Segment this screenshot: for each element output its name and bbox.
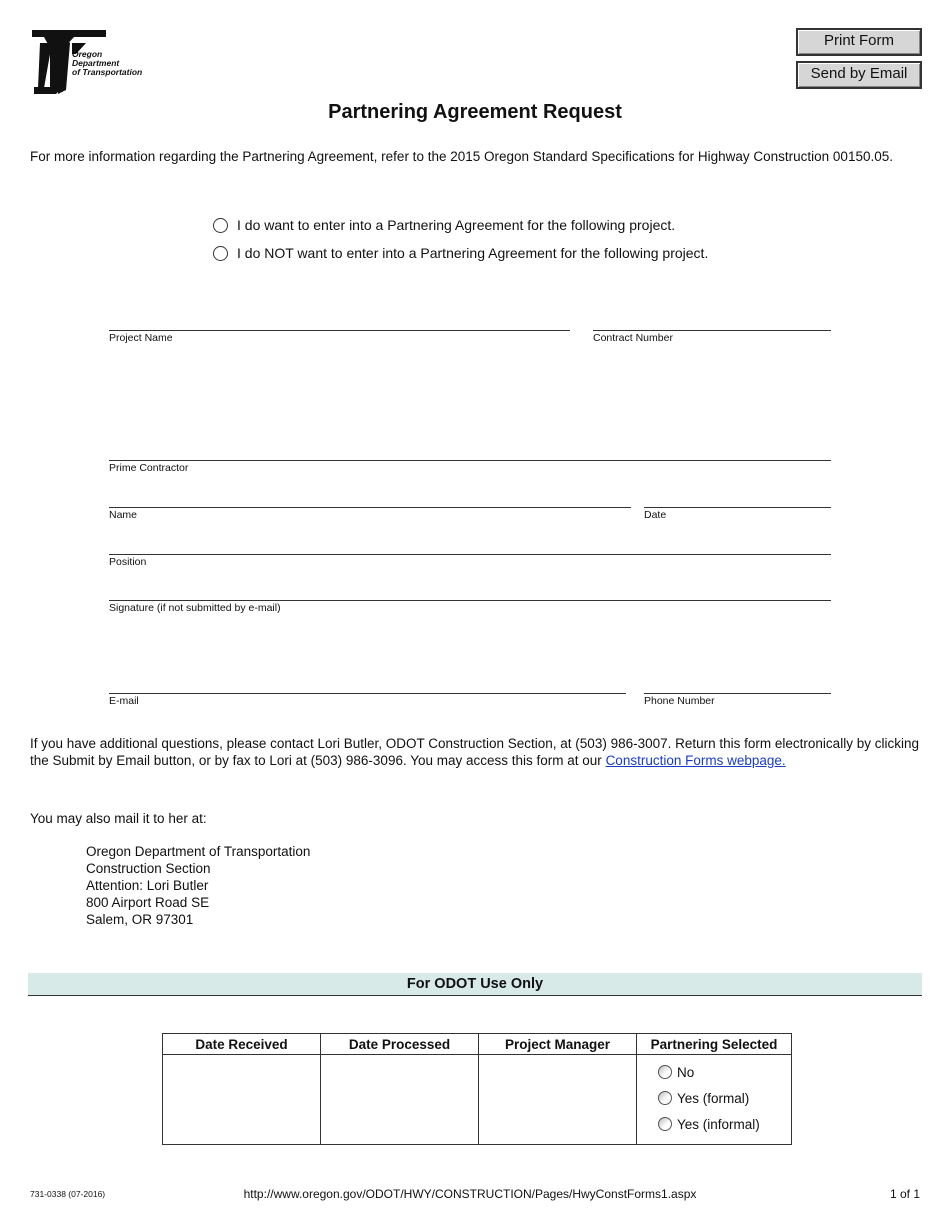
email-label: E-mail [109, 695, 139, 707]
project-manager-cell[interactable] [479, 1055, 637, 1145]
radio-not-want[interactable] [213, 246, 228, 261]
address-line: Construction Section [86, 861, 211, 876]
position-label: Position [109, 556, 147, 568]
radio-yes-informal[interactable] [658, 1117, 672, 1131]
contract-number-field[interactable] [593, 330, 831, 331]
col-date-processed: Date Processed [321, 1034, 479, 1055]
construction-forms-link[interactable]: Construction Forms webpage. [605, 753, 786, 768]
print-form-button[interactable]: Print Form [796, 28, 922, 56]
contact-paragraph [30, 735, 925, 769]
col-date-received: Date Received [163, 1034, 321, 1055]
mailing-address [86, 843, 310, 928]
project-name-label: Project Name [109, 332, 173, 344]
phone-field[interactable] [644, 693, 831, 694]
partnering-selected-cell [637, 1055, 792, 1145]
page-number: 1 of 1 [889, 1187, 920, 1201]
prime-contractor-field[interactable] [109, 460, 831, 461]
send-by-email-button[interactable]: Send by Email [796, 61, 922, 89]
intro-text: For more information regarding the Partnering Agreement, refer to the 2015 Oregon Standard Specifications for Highway Construction 00150.05. [30, 149, 893, 164]
option-not-want-label: I do NOT want to enter into a Partnering Agreement for the following project. [237, 245, 709, 261]
contact-text: If you have additional questions, please contact Lori Butler, ODOT Construction Section, at (503) 986-3007. Return this form electronically by clicking the Submit by Email button, or by fax to Lori at (503) 986-3096. You may access this form at our [30, 736, 919, 768]
option-want-label: I do want to enter into a Partnering Agreement for the following project. [237, 217, 676, 233]
address-line: Oregon Department of Transportation [86, 844, 311, 859]
date-processed-cell[interactable] [321, 1055, 479, 1145]
address-line: Attention: Lori Butler [86, 878, 209, 893]
email-field[interactable] [109, 693, 626, 694]
radio-no[interactable] [658, 1065, 672, 1079]
col-partnering-selected: Partnering Selected [637, 1034, 792, 1055]
prime-contractor-label: Prime Contractor [109, 462, 189, 474]
position-field[interactable] [109, 554, 831, 555]
col-project-manager: Project Manager [479, 1034, 637, 1055]
page-title: Partnering Agreement Request [328, 101, 622, 123]
project-name-field[interactable] [109, 330, 570, 331]
phone-label: Phone Number [644, 695, 715, 707]
signature-field[interactable] [109, 600, 831, 601]
selection-no[interactable] [638, 1059, 790, 1085]
selection-yes-informal-label: Yes (informal) [677, 1116, 760, 1132]
date-field[interactable] [644, 507, 831, 508]
name-label: Name [109, 509, 138, 521]
signature-label: Signature (if not submitted by e-mail) [109, 602, 281, 614]
address-line: 800 Airport Road SE [86, 895, 210, 910]
date-received-cell[interactable] [163, 1055, 321, 1145]
selection-yes-formal[interactable] [638, 1085, 790, 1111]
radio-want[interactable] [213, 218, 228, 233]
selection-yes-formal-label: Yes (formal) [677, 1090, 750, 1106]
contract-number-label: Contract Number [593, 332, 673, 344]
date-label: Date [644, 509, 667, 521]
footer-url: http://www.oregon.gov/ODOT/HWY/CONSTRUCTION/Pages/HwyConstForms1.aspx [243, 1187, 697, 1201]
logo-text: Oregon Department of Transportation [72, 49, 143, 77]
radio-yes-formal[interactable] [658, 1091, 672, 1105]
odot-use-only-header: For ODOT Use Only [28, 973, 922, 996]
option-want[interactable] [213, 217, 675, 233]
option-not-want[interactable] [213, 245, 708, 261]
name-field[interactable] [109, 507, 631, 508]
selection-no-label: No [677, 1064, 695, 1080]
mail-intro: You may also mail it to her at: [30, 811, 207, 826]
form-code: 731-0338 (07-2016) [30, 1189, 106, 1199]
odot-use-table [162, 1033, 792, 1145]
selection-yes-informal[interactable] [638, 1111, 790, 1137]
address-line: Salem, OR 97301 [86, 912, 194, 927]
